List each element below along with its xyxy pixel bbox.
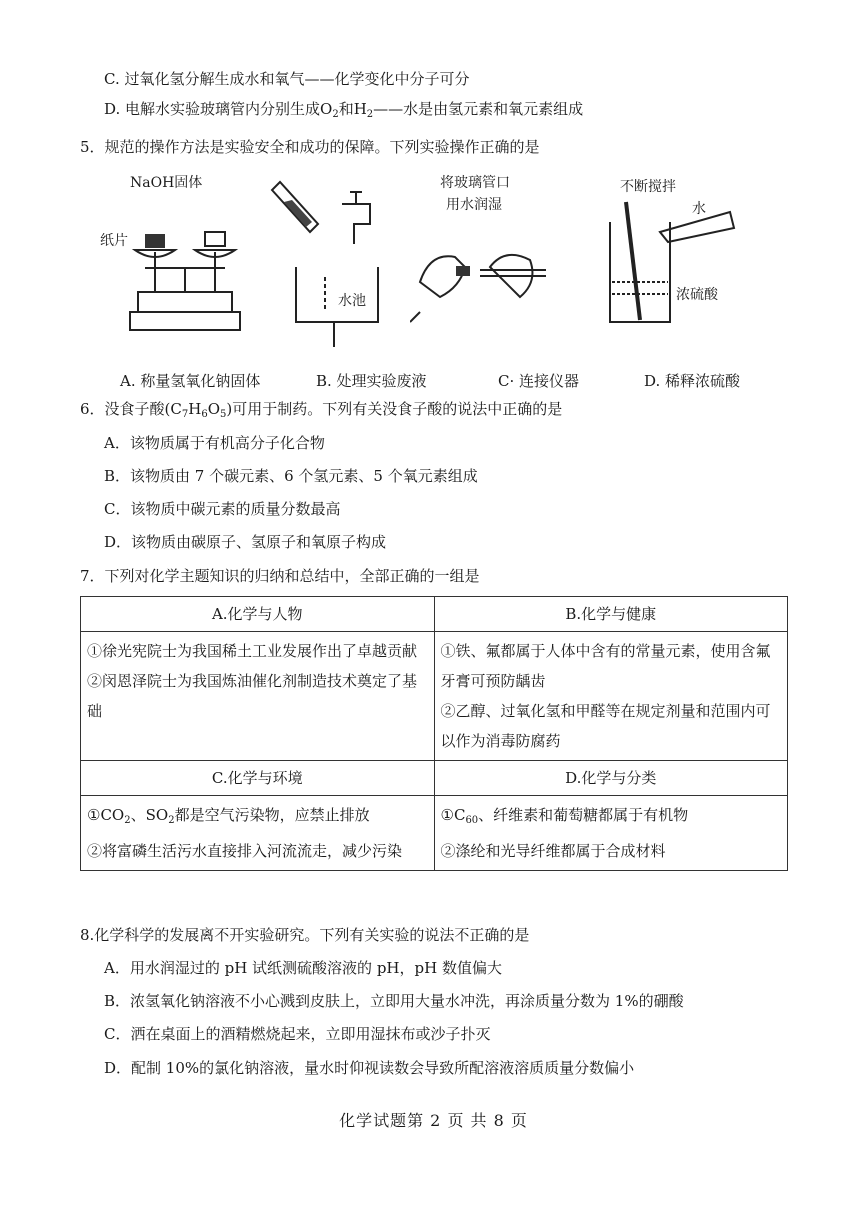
q7-c-head: C.化学与环境 (81, 761, 435, 796)
q7-d-body (434, 796, 788, 871)
q7-a-1: ①徐光宪院士为我国稀土工业发展作出了卓越贡献 (87, 642, 418, 660)
q5-stem: 5．规范的操作方法是实验安全和成功的保障。下列实验操作正确的是 (80, 138, 540, 156)
q7-b-2: ②乙醇、过氧化氢和甲醛等在规定剂量和范围内可以作为消毒防腐药 (440, 702, 771, 750)
q5-option-b: B. 处理实验废液 (316, 372, 427, 390)
q6-stem: 6．没食子酸$(C_7H_6O_5)$可用于制药。下列有关没食子酸的说法中正确的是 (80, 400, 563, 420)
q6-option-b: B．该物质由 7 个碳元素、6 个氢元素、5 个氧元素组成 (104, 467, 478, 485)
q7-a-2: ②闵恩泽院士为我国炼油催化剂制造技术奠定了基础 (87, 672, 418, 720)
q7-table (80, 596, 788, 871)
page-footer: 化学试题第 2 页 共 8 页 (339, 1111, 528, 1130)
fig-c-tube (410, 172, 550, 342)
beaker-icon (590, 172, 740, 342)
q4-option-d: D. 电解水实验玻璃管内分别生成$O_2$和$H_2——$水是由氢元素和氧元素组成 (104, 100, 584, 120)
q7-a-head: A.化学与人物 (81, 597, 435, 632)
fig-a-label-left: 纸片 (100, 233, 128, 249)
q7-a-body (81, 632, 435, 761)
q7-d-2: ②涤纶和光导纤维都属于合成材料 (440, 842, 666, 860)
q8-option-a: A．用水润湿过的 pH 试纸测硫酸溶液的 pH，pH 数值偏大 (104, 959, 502, 977)
q7-d-1: $①C_{60}$、纤维素和葡萄糖都属于有机物 (440, 806, 689, 826)
q7-c-1: $①CO_2$、$SO_2$都是空气污染物，应禁止排放 (87, 806, 370, 826)
q5-figures (100, 172, 800, 352)
fig-d-dilute (590, 172, 740, 342)
q6-option-d: D．该物质由碳原子、氢原子和氧原子构成 (104, 533, 387, 551)
fig-a-balance (100, 172, 260, 342)
q8-option-c: C．洒在桌面上的酒精燃烧起来，立即用湿抹布或沙子扑灭 (104, 1025, 491, 1043)
q6-option-c: C．该物质中碳元素的质量分数最高 (104, 500, 341, 518)
fig-b-sink (270, 172, 400, 347)
q5-option-a: A. 称量氢氧化钠固体 (120, 372, 261, 390)
fig-d-label-top: 不断搅拌 (620, 179, 676, 195)
fig-b-label: 水池 (338, 293, 366, 309)
q4-option-c: C. 过氧化氢分解生成水和氧气——化学变化中分子可分 (104, 70, 470, 88)
sink-icon (270, 172, 400, 347)
fig-a-label-top: NaOH固体 (130, 175, 203, 191)
q7-c-body (81, 796, 435, 871)
q7-b-body (434, 632, 788, 761)
q8-stem: 8.化学科学的发展离不开实验研究。下列有关实验的说法不正确的是 (80, 926, 530, 944)
q6-option-a: A．该物质属于有机高分子化合物 (104, 434, 325, 452)
balance-icon (100, 172, 260, 342)
fig-c-label-2: 用水润湿 (446, 197, 502, 213)
fig-d-label-acid: 浓硫酸 (676, 287, 718, 303)
q5-option-c: C· 连接仪器 (498, 372, 580, 390)
q8-option-d: D．配制 10%的氯化钠溶液，量水时仰视读数会导致所配溶液溶质质量分数偏小 (104, 1059, 635, 1077)
q5-option-d: D. 稀释浓硫酸 (644, 372, 741, 390)
fig-c-label-1: 将玻璃管口 (440, 175, 510, 191)
q7-stem: 7．下列对化学主题知识的归纳和总结中，全部正确的一组是 (80, 567, 480, 585)
q7-b-1: ①铁、氟都属于人体中含有的常量元素，使用含氟牙膏可预防龋齿 (440, 642, 771, 690)
q7-d-head: D.化学与分类 (434, 761, 788, 796)
q7-c-2: ②将富磷生活污水直接排入河流流走，减少污染 (87, 842, 403, 860)
q7-b-head: B.化学与健康 (434, 597, 788, 632)
q8-option-b: B．浓氢氧化钠溶液不小心溅到皮肤上，立即用大量水冲洗，再涂质量分数为 1%的硼酸 (104, 992, 684, 1010)
fig-d-label-water: 水 (692, 201, 706, 217)
